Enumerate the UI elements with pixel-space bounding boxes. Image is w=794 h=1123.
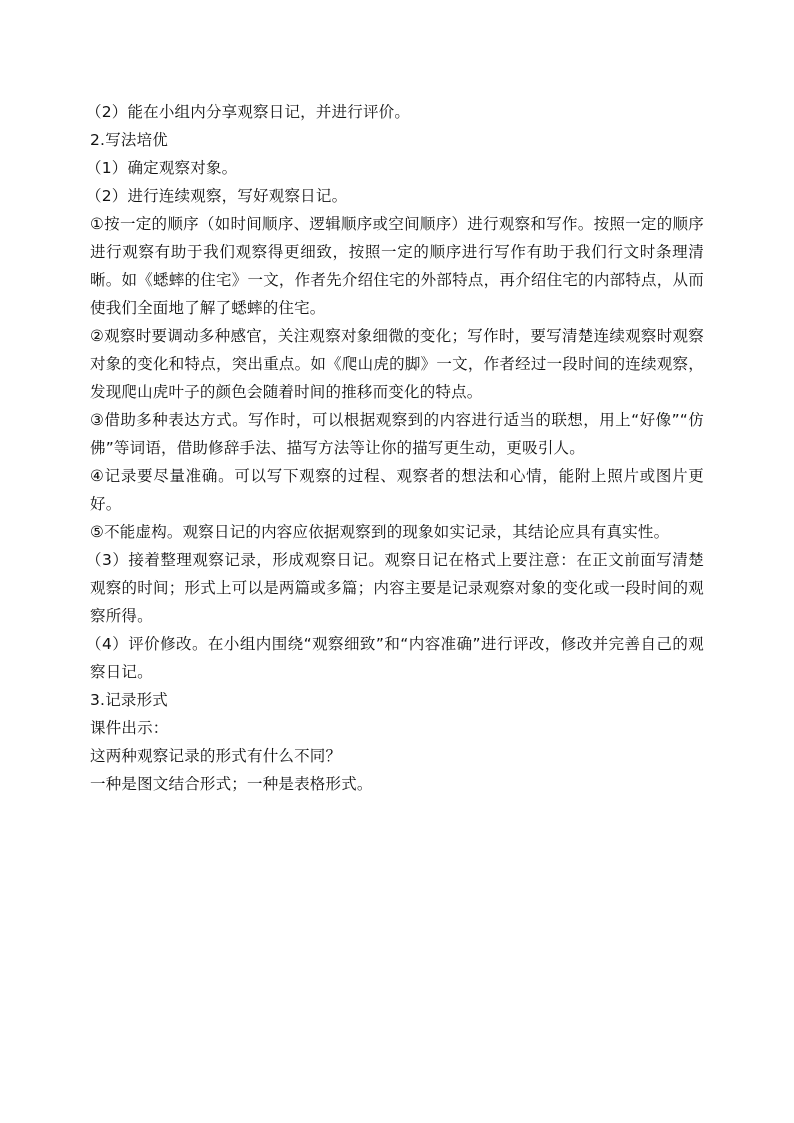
heading-record-format: 3.记录形式 <box>90 691 168 709</box>
paragraph-determine-object: （1）确定观察对象。 <box>86 159 238 177</box>
paragraph-point-5-no-fiction: ⑤不能虚构。观察日记的内容应依据观察到的现象如实记录，其结论应具有真实性。 <box>90 523 670 541</box>
paragraph-organize-records: （3）接着整理观察记录，形成观察日记。观察日记在格式上要注意：在正文前面写清楚观察的时间；形式上可以是两篇或多篇；内容主要是记录观察对象的变化或一段时间的观察所得。 <box>86 551 704 625</box>
paragraph-question: 这两种观察记录的形式有什么不同？ <box>90 747 342 765</box>
paragraph-point-2-senses: ②观察时要调动多种感官，关注观察对象细微的变化；写作时，要写清楚连续观察时观察对象的变化和特点，突出重点。如《爬山虎的脚》一文，作者经过一段时间的连续观察，发现爬山虎叶子的颜色会随着时间的推移而变化的特点。 <box>90 327 704 401</box>
heading-writing-improvement: 2.写法培优 <box>90 131 168 149</box>
paragraph-continuous-observation: （2）进行连续观察，写好观察日记。 <box>86 187 348 205</box>
paragraph-point-1-order: ①按一定的顺序（如时间顺序、逻辑顺序或空间顺序）进行观察和写作。按照一定的顺序进行观察有助于我们观察得更细致，按照一定的顺序进行写作有助于我们行文时条理清晰。如《蟋蟀的住宅》一文，作者先介绍住宅的外部特点，再介绍住宅的内部特点，从而使我们全面地了解了蟋蟀的住宅。 <box>90 215 704 317</box>
document-body <box>86 98 704 798</box>
paragraph-point-3-expression: ③借助多种表达方式。写作时，可以根据观察到的内容进行适当的联想，用上“好像”“仿佛”等词语，借助修辞手法、描写方法等让你的描写更生动，更吸引人。 <box>90 411 704 457</box>
paragraph-evaluate-revise: （4）评价修改。在小组内围绕“观察细致”和“内容准确”进行评改，修改并完善自己的观察日记。 <box>86 635 704 681</box>
paragraph-courseware: 课件出示： <box>90 719 169 737</box>
paragraph-share-diary: （2）能在小组内分享观察日记，并进行评价。 <box>86 103 411 121</box>
paragraph-answer: 一种是图文结合形式；一种是表格形式。 <box>90 775 373 793</box>
paragraph-point-4-accuracy: ④记录要尽量准确。可以写下观察的过程、观察者的想法和心情，能附上照片或图片更好。 <box>90 467 704 513</box>
